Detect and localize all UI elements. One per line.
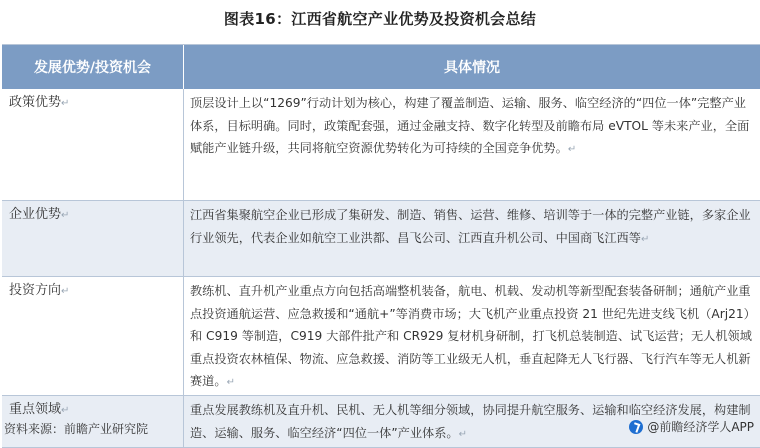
table-header bbox=[2, 45, 760, 89]
row-label-text: 政策优势 bbox=[9, 95, 62, 110]
table-row bbox=[2, 201, 760, 277]
return-arrow-icon: ↵ bbox=[567, 144, 577, 155]
return-arrow-icon: ↵ bbox=[61, 405, 70, 416]
return-arrow-icon: ↵ bbox=[458, 428, 467, 440]
brand-credit bbox=[629, 418, 754, 435]
row-text bbox=[184, 277, 760, 395]
row-text bbox=[184, 89, 760, 200]
row-label-text: 重点领域 bbox=[9, 402, 62, 417]
header-col-advantage: 发展优势/投资机会 bbox=[2, 45, 184, 89]
row-label-text: 投资方向 bbox=[9, 283, 62, 298]
row-label bbox=[2, 201, 184, 276]
row-label bbox=[2, 89, 184, 200]
row-text-content: 教练机、直升机产业重点方向包括高端整机装备，航电、机载、发动机等新型配套装备研制；通航产业重点投资通航运营、应急救援和“通航+”等消费市场；大飞机产业重点投资 21 世纪先进支线飞机（Arj21）和 C919 等制造，C919 大部件批产和 CR929 复材机身研制，打飞机总装制造、试飞运营；无人机领域重点投资农林植保、物流、应急救援、消防等工业级无人机，垂直起降无人飞行器、飞行汽车等无人机新赛道。 bbox=[190, 284, 752, 388]
row-text-content: 江西省集聚航空企业已形成了集研发、制造、销售、运营、维修、培训等于一体的完整产业链，多家企业行业领先，代表企业如航空工业洪都、昌飞公司、江西直升机公司、中国商飞江西等 bbox=[190, 208, 751, 245]
table-row bbox=[2, 277, 760, 396]
row-text bbox=[184, 201, 760, 276]
source-note: 资料来源：前瞻产业研究院 bbox=[4, 422, 149, 436]
row-text-content: 顶层设计上以“1269”行动计划为核心，构建了覆盖制造、运输、服务、临空经济的“四位一体”完整产业体系，目标明确。同时，政策配套强，通过金融支持、数字化转型及前瞻布局 eVTOL 等未来产业，全面赋能产业链升级，共同将航空资源优势转化为可持续的全国竞争优势。 bbox=[190, 96, 750, 155]
return-arrow-icon: ↵ bbox=[61, 286, 70, 297]
qianzhan-logo-icon bbox=[629, 420, 643, 434]
return-arrow-icon: ↵ bbox=[61, 210, 70, 221]
return-arrow-icon: ↵ bbox=[640, 233, 650, 245]
return-arrow-icon: ↵ bbox=[226, 377, 235, 388]
table-row bbox=[2, 89, 760, 201]
return-arrow-icon: ↵ bbox=[61, 98, 70, 109]
header-col-details: 具体情况 bbox=[444, 60, 500, 76]
brand-text: @前瞻经济学人APP bbox=[647, 420, 754, 434]
page-title: 图表16：江西省航空产业优势及投资机会总结 bbox=[223, 10, 537, 28]
row-label bbox=[2, 277, 184, 395]
row-text-content: 重点发展教练机及直升机、民机、无人机等细分领域，协同提升航空服务、运输和临空经济发展，构建制造、运输、服务、临空经济“四位一体”产业体系。 bbox=[190, 403, 751, 440]
row-label-text: 企业优势 bbox=[9, 207, 62, 222]
summary-table bbox=[2, 44, 760, 448]
